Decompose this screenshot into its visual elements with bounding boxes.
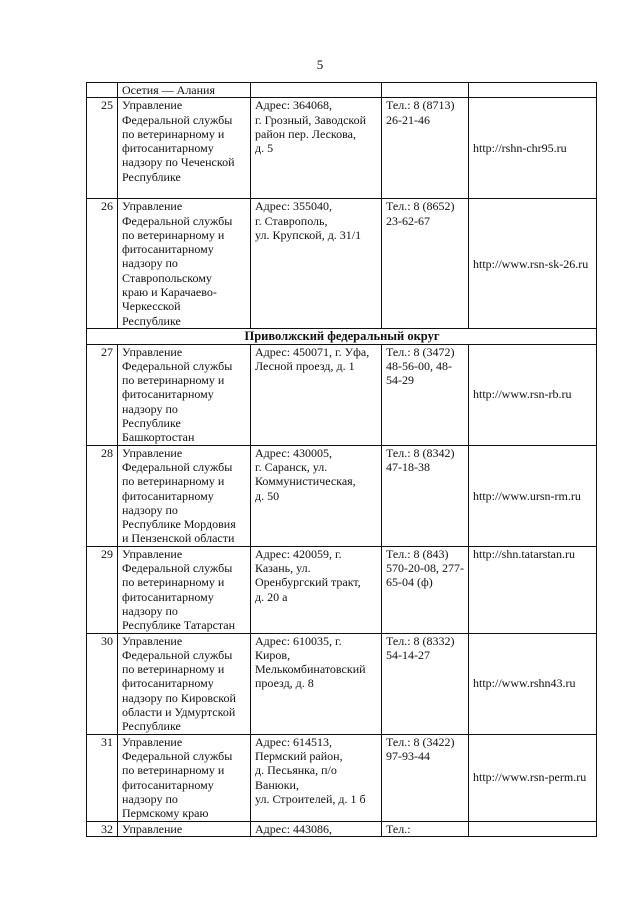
address-line: Киров,	[255, 647, 291, 662]
phone-line: Тел.: 8 (843)	[386, 546, 449, 561]
organization-line: Федеральной службы	[122, 459, 233, 474]
organization-line: Федеральной службы	[122, 112, 233, 127]
address-line: проезд, д. 8	[255, 676, 314, 691]
address-line: Лесной проезд, д. 1	[255, 358, 355, 373]
phone-line: 97-93-44	[386, 748, 430, 763]
row-number-cell: 27	[87, 344, 118, 445]
organization-line: области и Удмуртской	[122, 705, 236, 720]
organization-line: по ветеринарному и	[122, 227, 225, 242]
table-row	[87, 633, 597, 734]
organization-cell	[118, 821, 251, 836]
organization-line: фитосанитарному	[122, 488, 214, 503]
phone-line: 47-18-38	[386, 459, 430, 474]
district-heading: Приволжский федеральный округ	[87, 329, 597, 344]
organization-line: Республике	[122, 416, 181, 431]
row-number-cell: 28	[87, 445, 118, 546]
organization-line: Федеральной службы	[122, 561, 233, 576]
website-link[interactable]: http://www.rsn-rb.ru	[473, 387, 572, 402]
organization-line: Черкесской	[122, 299, 181, 314]
website-cell	[469, 821, 597, 836]
phone-cell	[382, 821, 469, 836]
website-cell	[469, 546, 597, 633]
phone-line: 26-21-46	[386, 112, 430, 127]
address-line: д. Песьянка, п/о	[255, 763, 337, 778]
address-line: д. 50	[255, 488, 280, 503]
table-row	[87, 199, 597, 329]
registry-body	[87, 83, 597, 837]
organization-line: краю и Карачаево-	[122, 285, 217, 300]
address-line: Адрес: 364068,	[255, 98, 333, 113]
organization-line: Управление	[122, 98, 183, 113]
phone-line: 48-56-00, 48-	[386, 358, 452, 373]
table-row	[87, 546, 597, 633]
page-number: 5	[316, 57, 324, 72]
organization-line: по ветеринарному и	[122, 474, 225, 489]
organization-line: надзору по	[122, 791, 178, 806]
organization-line: Республике	[122, 169, 181, 184]
phone-line: Тел.: 8 (3472)	[386, 344, 455, 359]
phone-cell	[382, 344, 469, 445]
organization-line: Федеральной службы	[122, 213, 233, 228]
organization-cell	[118, 734, 251, 821]
phone-line: Тел.: 8 (8652)	[386, 199, 455, 214]
organization-line: Управление	[122, 821, 183, 836]
organization-cell	[118, 344, 251, 445]
organization-line: Федеральной службы	[122, 748, 233, 763]
organization-line: фитосанитарному	[122, 676, 214, 691]
address-line: Адрес: 430005,	[255, 445, 333, 460]
organization-line: фитосанитарному	[122, 589, 214, 604]
address-line: г. Ставрополь,	[255, 213, 328, 228]
row-number-cell: 26	[87, 199, 118, 329]
organization-line: надзору по	[122, 256, 178, 271]
phone-line: 54-14-27	[386, 647, 430, 662]
website-link[interactable]: http://www.rsn-sk-26.ru	[473, 256, 589, 271]
organization-line: фитосанитарному	[122, 387, 214, 402]
phone-line: Тел.: 8 (8713)	[386, 98, 455, 113]
phone-line: Тел.: 8 (8332)	[386, 633, 455, 648]
organization-line: Башкортостан	[122, 430, 195, 445]
phone-line: 570-20-08, 277-	[386, 561, 464, 576]
phone-line: Тел.:	[386, 821, 411, 836]
organization-line: Управление	[122, 199, 183, 214]
organization-line: надзору по Кировской	[122, 690, 236, 705]
organization-line: фитосанитарному	[122, 141, 214, 156]
phone-line: Тел.: 8 (8342)	[386, 445, 455, 460]
office-registry-table	[86, 82, 597, 837]
organization-cell	[118, 98, 251, 199]
organization-line: надзору по	[122, 603, 178, 618]
website-cell	[469, 734, 597, 821]
organization-line: Управление	[122, 445, 183, 460]
district-row	[87, 329, 597, 344]
organization-line: Федеральной службы	[122, 358, 233, 373]
phone-cell	[382, 83, 469, 98]
address-line: д. 20 а	[255, 589, 288, 604]
table-row	[87, 445, 597, 546]
address-line: район пер. Лескова,	[255, 126, 356, 141]
row-number-cell: 25	[87, 98, 118, 199]
phone-cell	[382, 546, 469, 633]
address-line: д. 5	[255, 141, 274, 156]
organization-line: Республике Мордовия	[122, 517, 236, 532]
website-cell	[469, 633, 597, 734]
address-line: Адрес: 450071, г. Уфа,	[255, 344, 370, 359]
address-line: Адрес: 420059, г.	[255, 546, 342, 561]
website-link[interactable]: http://www.rshn43.ru	[473, 676, 576, 691]
table-row	[87, 83, 597, 98]
organization-cell	[118, 633, 251, 734]
address-line: Казань, ул.	[255, 561, 311, 576]
address-line: г. Саранск, ул.	[255, 459, 328, 474]
address-line: Пермский район,	[255, 748, 343, 763]
organization-line: Республике	[122, 719, 181, 734]
table-row	[87, 821, 597, 836]
organization-line: фитосанитарному	[122, 242, 214, 257]
address-cell	[251, 546, 382, 633]
row-number-cell: 31	[87, 734, 118, 821]
row-number-cell: 32	[87, 821, 118, 836]
website-link[interactable]: http://shn.tatarstan.ru	[473, 546, 575, 561]
organization-line: надзору по	[122, 502, 178, 517]
website-cell	[469, 445, 597, 546]
website-cell	[469, 83, 597, 98]
organization-cell	[118, 445, 251, 546]
table-row	[87, 98, 597, 199]
organization-line: Республике Татарстан	[122, 618, 236, 633]
address-line: Ванюки,	[255, 777, 299, 792]
row-number-cell: 29	[87, 546, 118, 633]
organization-line: Республике	[122, 313, 181, 328]
website-link[interactable]: http://www.ursn-rm.ru	[473, 488, 581, 503]
phone-cell	[382, 98, 469, 199]
address-line: Мелькомбинатовский	[255, 662, 366, 677]
address-cell	[251, 98, 382, 199]
organization-line: Управление	[122, 546, 183, 561]
organization-line: Ставропольскому	[122, 270, 212, 285]
organization-cell	[118, 199, 251, 329]
organization-line: Управление	[122, 633, 183, 648]
organization-cell	[118, 546, 251, 633]
row-number-cell: 30	[87, 633, 118, 734]
organization-line: по ветеринарному и	[122, 126, 225, 141]
organization-line: надзору по Чеченской	[122, 155, 235, 170]
organization-line: Управление	[122, 344, 183, 359]
phone-line: 65-04 (ф)	[386, 575, 433, 590]
phone-cell	[382, 734, 469, 821]
phone-line: Тел.: 8 (3422)	[386, 734, 455, 749]
organization-cell	[118, 83, 251, 98]
phone-cell	[382, 199, 469, 329]
address-line: Адрес: 610035, г.	[255, 633, 342, 648]
organization-line: по ветеринарному и	[122, 763, 225, 778]
website-cell	[469, 199, 597, 329]
organization-line: Осетия — Алания	[122, 83, 215, 97]
table-row	[87, 344, 597, 445]
organization-line: по ветеринарному и	[122, 662, 225, 677]
address-line: ул. Крупской, д. 31/1	[255, 227, 362, 242]
address-cell	[251, 344, 382, 445]
address-line: Адрес: 355040,	[255, 199, 333, 214]
address-line: Оренбургский тракт,	[255, 575, 361, 590]
website-cell	[469, 344, 597, 445]
phone-line: 23-62-67	[386, 213, 430, 228]
address-cell	[251, 821, 382, 836]
address-line: ул. Строителей, д. 1 б	[255, 791, 366, 806]
phone-line: 54-29	[386, 373, 414, 388]
organization-line: фитосанитарному	[122, 777, 214, 792]
address-cell	[251, 734, 382, 821]
address-line: Адрес: 614513,	[255, 734, 333, 749]
address-line: Коммунистическая,	[255, 474, 356, 489]
organization-line: по ветеринарному и	[122, 575, 225, 590]
website-cell	[469, 98, 597, 199]
table-row	[87, 734, 597, 821]
organization-line: и Пензенской области	[122, 531, 235, 546]
organization-line: Федеральной службы	[122, 647, 233, 662]
address-line: г. Грозный, Заводской	[255, 112, 367, 127]
row-number-cell	[87, 83, 118, 98]
organization-line: Управление	[122, 734, 183, 749]
address-cell	[251, 199, 382, 329]
phone-cell	[382, 633, 469, 734]
website-link[interactable]: http://rshn-chr95.ru	[473, 141, 567, 156]
organization-line: надзору по	[122, 401, 178, 416]
address-cell	[251, 83, 382, 98]
organization-line: по ветеринарному и	[122, 373, 225, 388]
website-link[interactable]: http://www.rsn-perm.ru	[473, 770, 587, 785]
organization-line: Пермскому краю	[122, 806, 209, 821]
address-line: Адрес: 443086,	[255, 821, 333, 836]
phone-cell	[382, 445, 469, 546]
address-cell	[251, 633, 382, 734]
address-cell	[251, 445, 382, 546]
